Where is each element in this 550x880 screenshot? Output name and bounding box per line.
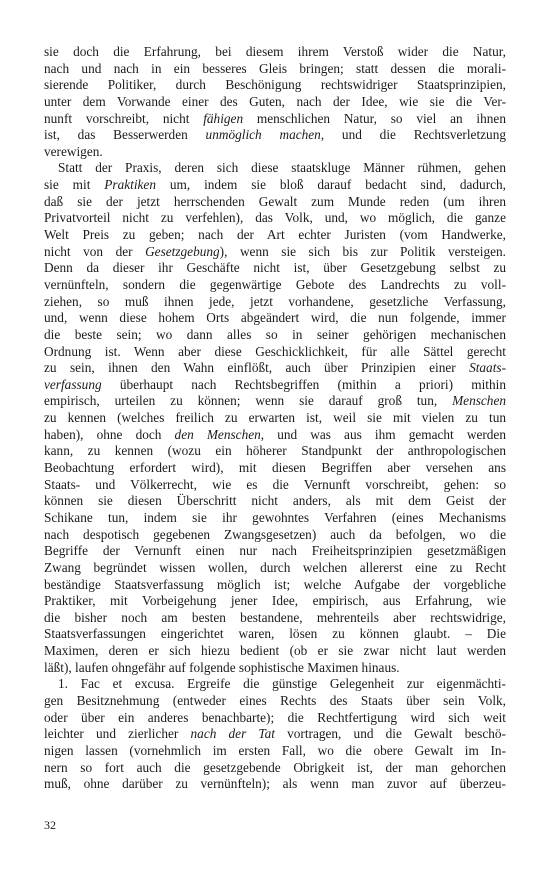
text-segment: sierende Politiker, durch Beschönigung rechtswidriger Staatsprinzipien, [44,77,506,93]
text-segment: Maximen, deren er sich hiezu bedient (ob er sie zwar nicht laut werden [44,643,506,659]
text-line [44,477,506,494]
italic-text: fähigen [203,110,244,126]
text-segment: sie mit [44,177,105,193]
text-segment: 1. Fac et excusa. Ergreife die günstige Gelegenheit zur eigenmächti- [58,676,506,692]
text-line [44,460,506,477]
text-segment: Denn da dieser ihr Geschäfte nicht ist, über Gesetzgebung selbst zu [44,260,506,276]
text-segment: die bisher noch am besten bestandene, mehrenteils aber rechtswidrige, [44,609,506,625]
text-segment: Beobachtung erfordert wird), mit diesen Begriffen aber versehen ans [44,460,506,476]
text-segment: kann, zu kennen (wozu ein höherer Standpunkt der anthropologischen [44,443,506,459]
text-segment: ziehen, so muß ihnen jede, jetzt vorhandene, gesetzliche Verfassung, [44,293,506,309]
text-segment: können sie diesen Überschritt nicht anders, als mit dem Geist der [44,493,506,509]
text-segment: Begriffe der Vernunft einen nur nach Freiheitsprinzipien gesetzmäßigen [44,543,506,559]
text-line [44,760,506,777]
text-segment: vortragen, und die Gewalt beschö- [274,726,506,742]
text-segment: Schikane tun, indem sie ihr gewohntes Verfahren (eines Mechanisms [44,509,506,525]
text-segment: empirisch, urteilen zu können; wenn sie darauf groß tun, [44,393,453,409]
text-segment: leichter und zierlicher [44,726,191,742]
text-segment: sie doch die Erfahrung, bei diesem ihrem Verstoß wider die Natur, [44,44,506,59]
text-line [44,227,506,244]
text-segment: verewigen. [44,143,103,159]
text-line [44,610,506,627]
text-line [44,310,506,327]
text-line [44,643,506,660]
text-line [44,344,506,361]
text-line [44,726,506,743]
text-line [44,210,506,227]
text-line [44,277,506,294]
text-line [44,177,506,194]
text-segment: Staats- und Völkerrecht, wie es die Vernunft vorschreibt, gehen: so [44,476,506,492]
italic-text: verfassung [44,376,102,392]
text-segment: , und die Rechtsverletzung [320,127,506,143]
text-line [44,127,506,144]
text-segment: , und was aus ihm gemacht werden [260,426,506,442]
text-line [44,543,506,560]
text-line [44,77,506,94]
text-segment: Welt Preis zu geben; nach der Art echter Juristen (vom Handwerke, [44,227,506,243]
text-segment: die beste sein; wo dann alles so in seiner gehörigen mechanischen [44,326,506,342]
text-segment: nach und nach in ein besseres Gleis bringen; statt dessen die morali- [44,60,506,76]
text-segment: daß sie der jetzt herrschenden Gewalt zum Munde reden (um ihren [44,193,506,209]
text-segment: unter dem Vorwande einer des Guten, nach der Idee, wie sie die Ver- [44,93,506,109]
text-line [44,360,506,377]
page-number: 32 [44,818,56,832]
text-line [44,560,506,577]
text-segment: um, indem sie bloß darauf bedacht sind, dadurch, [155,177,506,193]
italic-text: Staats- [469,360,506,376]
text-line [44,626,506,643]
text-line [44,577,506,594]
text-line [44,527,506,544]
text-segment: Staatsverfassungen eingerichtet waren, lösen zu können glaubt. – Die [44,626,506,642]
text-line [44,593,506,610]
text-segment: nigen lassen (vornehmlich im ersten Fall, wo die obere Gewalt im In- [44,742,506,758]
text-segment: und, wenn diese hohem Orts abgeändert wird, die nun folgende, immer [44,310,506,326]
text-segment: Zwang begründet wissen wollen, durch welchen allererst eine zu Recht [44,559,506,575]
text-line [44,111,506,128]
italic-text: unmöglich machen [205,127,321,143]
text-line [44,194,506,211]
text-segment: Statt der Praxis, deren sich diese staatskluge Männer rühmen, gehen [58,160,506,176]
text-line [44,510,506,527]
text-segment: menschlichen Natur, so viel an ihnen [243,110,506,126]
text-line [44,443,506,460]
text-line [44,260,506,277]
text-segment: überhaupt nach Rechtsbegriffen (mithin a priori) mithin [101,376,506,392]
text-line [44,393,506,410]
text-line [44,44,506,61]
text-segment: beständige Staatsverfassung möglich ist; welche Aufgabe der vorgebliche [44,576,506,592]
italic-text: den Menschen [174,426,261,442]
text-line [44,776,506,793]
italic-text: nach der Tat [190,726,275,742]
text-line [44,377,506,394]
text-segment: oder über ein anderes benachbarte); die Rechtfertigung wird sich weit [44,709,506,725]
text-segment: haben), ohne doch [44,426,175,442]
text-segment: muß, ohne darüber zu vernünfteln); als wenn man zuvor auf überzeu- [44,776,506,792]
text-line [44,327,506,344]
italic-text: Menschen [452,393,506,409]
text-line [44,160,506,177]
text-line [44,710,506,727]
text-line [44,244,506,261]
text-line [44,660,506,677]
text-line [44,693,506,710]
text-line [44,61,506,78]
text-line [44,676,506,693]
text-segment: Praktiker, mit Vorbeigehung jener Idee, empirisch, aus Erfahrung, wie [44,593,506,609]
text-segment: vernünfteln, sondern die gegenwärtige Gebote des Landrechts zu voll- [44,276,506,292]
text-segment: läßt), laufen ohngefähr auf folgende sophistische Maximen hinaus. [44,659,400,675]
text-segment: nicht von der [44,243,146,259]
text-segment: gen Besitznehmung (entweder eines Rechts des Staats über sein Volk, [44,692,506,708]
text-line [44,94,506,111]
text-segment: Privatvorteil nicht zu verfehlen), das Volk, und, wo möglich, die ganze [44,210,506,226]
body-text [44,44,506,793]
text-line [44,427,506,444]
text-segment: nach despotisch gegebenen Zwangsgesetzen) auch da befolgen, wo die [44,526,506,542]
text-line [44,144,506,161]
text-segment: ), wenn sie sich bis zur Politik versteigen. [219,243,506,259]
text-line [44,294,506,311]
text-line [44,493,506,510]
text-line [44,410,506,427]
text-segment: nern so fort auch die gesetzgebende Obrigkeit ist, der man gehorchen [44,759,506,775]
italic-text: Praktiken [104,177,156,193]
text-segment: nunft vorschreibt, nicht [44,110,204,126]
text-segment: Ordnung ist. Wenn aber diese Geschicklichkeit, für alle Sättel gerecht [44,343,506,359]
text-line [44,743,506,760]
text-segment: zu sein, ihnen den Wahn einflößt, auch über Prinzipien einer [44,360,470,376]
italic-text: Gesetzgebung [145,243,220,259]
text-segment: ist, das Besserwerden [44,127,206,143]
text-segment: zu kennen (welches freilich zu erwarten ist, weil sie mit vielen zu tun [44,410,506,426]
